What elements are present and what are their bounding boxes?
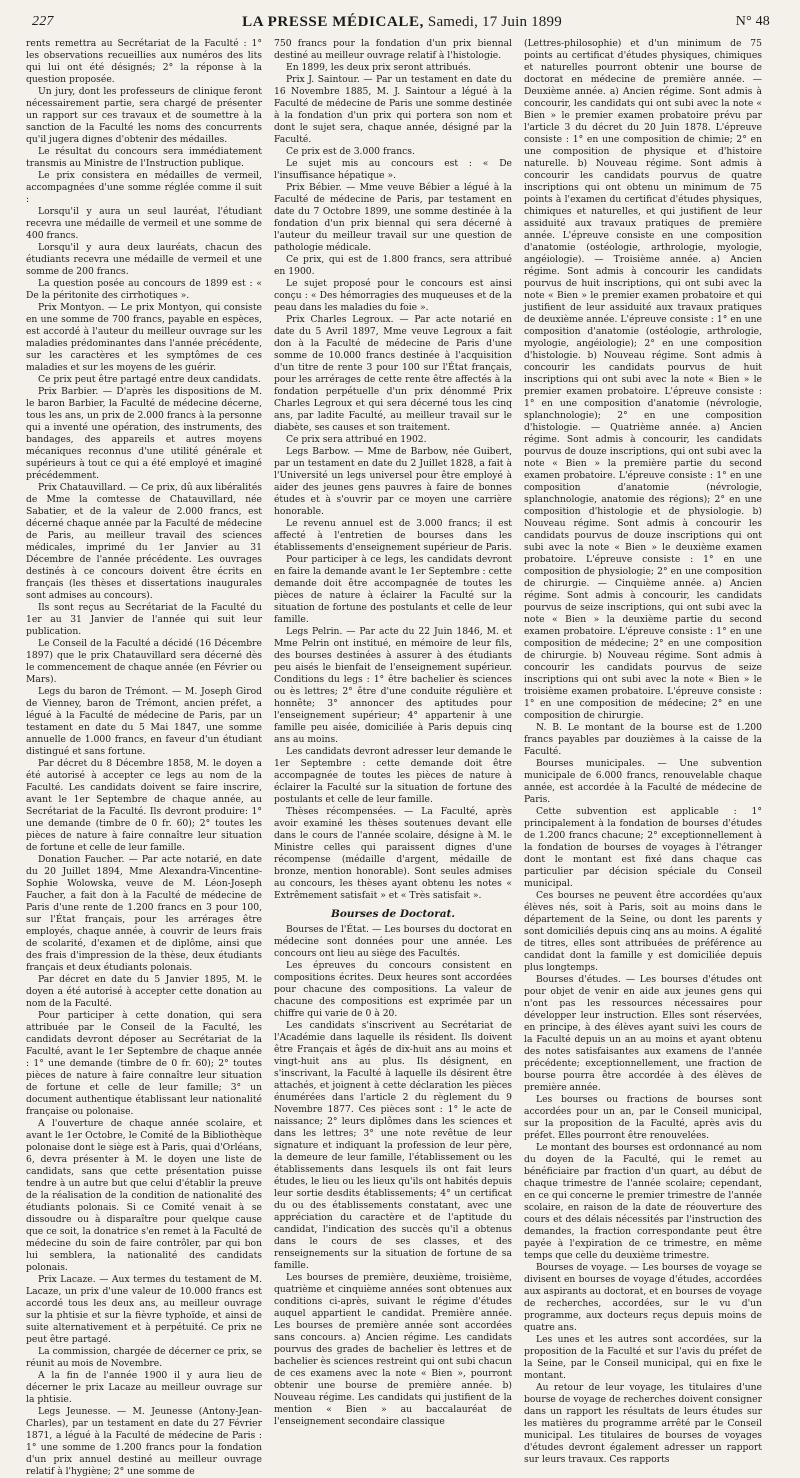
paragraph: Par décret du 8 Décembre 1858, M. le doyen a été autorisé à accepter ce legs au nom de la Faculté. Les candidats doivent se faire inscrire, avant le 1er Septembre de chaque année, au Secrétariat de la Faculté. Ils devront produire: 1° une demande (timbre de 0 fr. 60); 2° toutes les pièces de nature à faire connaître leur situation de fortune et celle de leur famille. (26, 758, 262, 853)
paragraph: Legs du baron de Trémont. — M. Joseph Girod de Vienney, baron de Trémont, ancien préfet, a légué à la Faculté de médecine de Paris, par un testament en date du 5 Mai 1847, une somme annuelle de 1.000 francs, en faveur d'un étudiant distingué et sans fortune. (26, 686, 262, 757)
paragraph: rents remettra au Secrétariat de la Faculté : 1° les observations recueillies aux numéros des lits qui lui ont été désignés; 2° la réponse à la question proposée. (26, 38, 262, 85)
paragraph: Lorsqu'il y aura un seul lauréat, l'étudiant recevra une médaille de vermeil et une somme de 400 francs. (26, 206, 262, 241)
paragraph: Les épreuves du concours consistent en compositions écrites. Deux heures sont accordées pour chacune des compositions. La valeur de chacune des compositions est exprimée par un chiffre qui varie de 0 à 20. (274, 960, 512, 1019)
column-2-prizes (274, 38, 512, 902)
paragraph: Thèses récompensées. — La Faculté, après avoir examiné les thèses soutenues devant elle dans le cours de l'année scolaire, désigne à M. le Ministre celles qui paraissent dignes d'une récompense (médaille d'argent, médaille de bronze, mention honorable). Sont seules admises au concours, les thèses ayant obtenu les notes « Extrêmement satisfait » et « Très satisfait ». (274, 806, 512, 901)
paragraph: N. B. Le montant de la bourse est de 1.200 francs payables par douzièmes à la caisse de la Faculté. (524, 722, 762, 757)
paragraph: A l'ouverture de chaque année scolaire, et avant le 1er Octobre, le Comité de la Bibliothèque polonaise dont le siège est à Paris, quai d'Orléans, 6, devra présenter à M. le doyen une liste de candidats, sans que cette présentation puisse tendre à un autre but que celui d'établir la preuve de la réalisation de la condition de nationalité des étudiants polonais. Si ce Comité venait à se dissoudre ou à disparaître pour quelque cause que ce soit, la donatrice s'en remet à la Faculté de médecine du soin de faire contrôler, par qui bon lui semblera, la nationalité des candidats polonais. (26, 1118, 262, 1273)
paragraph: Le montant des bourses est ordonnancé au nom du doyen de la Faculté, qui le remet au bénéficiaire par fraction d'un quart, au début de chaque trimestre de l'année scolaire; cependant, en ce qui concerne le premier trimestre de l'année scolaire, en raison de la date de réouverture des cours et des délais nécessités par l'instruction des demandes, la fraction correspondante peut être payée à l'expiration de ce trimestre, en même temps que celle du deuxième trimestre. (524, 1142, 762, 1261)
paragraph: Pour participer à cette donation, qui sera attribuée par le Conseil de la Faculté, les candidats devront déposer au Secrétariat de la Faculté, avant le 1er Septembre de chaque année : 1° une demande (timbre de 0 fr. 60); 2° toutes pièces de nature à faire connaître leur situation de fortune et celle de leur famille; 3° un document authentique établissant leur nationalité française ou polonaise. (26, 1010, 262, 1117)
paragraph: Prix Bébier. — Mme veuve Bébier a légué à la Faculté de médecine de Paris, par testament en date du 7 Octobre 1899, une somme destinée à la fondation d'un prix biennal qui sera décerné à l'auteur du meilleur travail sur une question de pathologie médicale. (274, 182, 512, 253)
paragraph: Le résultat du concours sera immédiatement transmis au Ministre de l'Instruction publique. (26, 146, 262, 169)
column-2-bourses (274, 924, 512, 1428)
paragraph: Prix Chatauvillard. — Ce prix, dû aux libéralités de Mme la comtesse de Chatauvillard, née Sabatier, et de la valeur de 2.000 francs, est décerné chaque année par la Faculté de médecine de Paris, au meilleur travail des sciences médicales, imprimé du 1er Janvier au 31 Décembre de l'année précédente. Les ouvrages destinés à ce concours doivent être écrits en français (les thèses et dissertations inaugurales sont admises au concours). (26, 482, 262, 601)
paragraph: Le sujet proposé pour le concours est ainsi conçu : « Des hémorragies des muqueuses et de la peau dans les maladies du foie ». (274, 278, 512, 313)
paragraph: La question posée au concours de 1899 est : « De la péritonite des cirrhotiques ». (26, 278, 262, 301)
paragraph: Les bourses ou fractions de bourses sont accordées pour un an, par le Conseil municipal, sur la proposition de la Faculté, après avis du préfet. Elles pourront être renouvelées. (524, 1094, 762, 1141)
paragraph: Legs Barbow. — Mme de Barbow, née Guibert, par un testament en date du 2 Juillet 1828, a fait à l'Université un legs universel pour être employé à aider des jeunes gens pauvres à faire de bonnes études et à s'ouvrir par ce moyen une carrière honorable. (274, 446, 512, 517)
issue-date: Samedi, 17 Juin 1899 (427, 14, 562, 30)
paragraph: Ce prix, qui est de 1.800 francs, sera attribué en 1900. (274, 254, 512, 277)
paragraph: Prix J. Saintour. — Par un testament en date du 16 Novembre 1885, M. J. Saintour a légué à la Faculté de médecine de Paris une somme destinée à la fondation d'un prix qui portera son nom et dont le sujet sera, chaque année, désigné par la Faculté. (274, 74, 512, 145)
paragraph: Les candidats s'inscrivent au Secrétariat de l'Académie dans laquelle ils résident. Ils doivent être Français et âgés de dix-huit ans au moins et vingt-huit ans au plus. Ils désignent, en s'inscrivant, la Faculté à laquelle ils désirent être attachés, et joignent à cette déclaration les pièces énumérées dans l'article 2 du règlement du 9 Novembre 1877. Ces pièces sont : 1° le acte de naissance; 2° leurs diplômes dans les sciences et dans les lettres; 3° une note revêtue de leur signature et indiquant la profession de leur père, la demeure de leur famille, l'établissement ou les établissements dans lesquels ils ont fait leurs études, le lieu ou les lieux qu'ils ont habités depuis leur sortie desdits établissements; 4° un certificat du ou des établissements constatant, avec une appréciation du caractère et de l'aptitude du candidat, l'indication des succès qu'il a obtenus dans le cours de ses classes, et des renseignements sur la situation de fortune de sa famille. (274, 1020, 512, 1271)
column-1 (26, 38, 262, 1478)
paragraph: Ce prix est de 3.000 francs. (286, 146, 415, 157)
paragraph: Bourses de voyage. — Les bourses de voyage se divisent en bourses de voyage d'études, accordées aux aspirants au doctorat, et en bourses de voyage de recherches, accordées, sur le vu d'un programme, aux docteurs reçus depuis moins de quatre ans. (524, 1262, 762, 1333)
paragraph: 750 francs pour la fondation d'un prix biennal destiné au meilleur ouvrage relatif à l'histologie. (274, 38, 512, 61)
paragraph: Bourses d'études. — Les bourses d'études ont pour objet de venir en aide aux jeunes gens qui n'ont pas les ressources nécessaires pour développer leur instruction. Elles sont réservées, en principe, à des élèves ayant suivi les cours de la Faculté depuis un an au moins et ayant obtenu des notes satisfaisantes aux examens de l'année précédente; exceptionnellement, une fraction de bourse pourra être accordée à des élèves de première année. (524, 974, 762, 1093)
paragraph: Bourses de l'État. — Les bourses du doctorat en médecine sont données pour une année. Les concours ont lieu au siège des Facultés. (274, 924, 512, 959)
column-2 (274, 38, 512, 1478)
paragraph: La commission, chargée de décerner ce prix, se réunit au mois de Novembre. (26, 1346, 262, 1369)
paragraph: Les bourses de première, deuxième, troisième, quatrième et cinquième années sont obtenues aux conditions ci-après, suivant le régime d'études auquel appartient le candidat. Première année. Les bourses de première année sont accordées sans concours. a) Ancien régime. Les candidats pourvus des grades de bachelier ès lettres et de bachelier ès sciences restreint qui ont subi chacun de ces examens avec la note « Bien », pourront obtenir une bourse de première année. b) Nouveau régime. Les candidats qui justifient de la mention « Bien » au baccalauréat de l'enseignement secondaire classique (274, 1272, 512, 1427)
paragraph: Ils sont reçus au Secrétariat de la Faculté du 1er au 31 Janvier de l'année qui suit leur publication. (26, 602, 262, 637)
paragraph: Lorsqu'il y aura deux lauréats, chacun des étudiants recevra une médaille de vermeil et une somme de 200 francs. (26, 242, 262, 277)
page-number: 227 (32, 14, 54, 29)
paragraph: Par décret en date du 5 Janvier 1895, M. le doyen a été autorisé à accepter cette donation au nom de la Faculté. (26, 974, 262, 1009)
paragraph: Bourses municipales. — Une subvention municipale de 6.000 francs, renouvelable chaque année, est accordée à la Faculté de médecine de Paris. (524, 758, 762, 805)
paragraph: Le revenu annuel est de 3.000 francs; il est affecté à l'entretien de bourses dans les établissements d'enseignement supérieur de Paris. (274, 518, 512, 553)
paragraph: Les candidats devront adresser leur demande le 1er Septembre : cette demande doit être accompagnée de toutes les pièces de nature à éclairer la Faculté sur la situation de fortune des postulants et celle de leur famille. (274, 746, 512, 805)
paragraph: Un jury, dont les professeurs de clinique feront nécessairement partie, sera chargé de présenter un rapport sur ces travaux et de soumettre à la sanction de la Faculté les noms des concurrents qu'il jugera dignes d'obtenir des médailles. (26, 86, 262, 145)
paragraph: Ce prix sera attribué en 1902. (286, 434, 427, 445)
paragraph: Le prix consistera en médailles de vermeil, accompagnées d'une somme réglée comme il suit : (26, 170, 262, 205)
paragraph: Donation Faucher. — Par acte notarié, en date du 20 Juillet 1894, Mme Alexandra-Vincentine-Sophie Wolowska, veuve de M. Léon-Joseph Faucher, a fait don à la Faculté de médecine de Paris d'une rente de 1.200 francs en 3 pour 100, sur l'État français, pour les arrérages être employés, chaque année, à couvrir de leurs frais de scolarité, d'examen et de diplôme, ainsi que des frais d'impression de la thèse, deux étudiants français et deux étudiants polonais. (26, 854, 262, 973)
issue-number: N° 48 (735, 14, 770, 29)
paragraph: Pour participer à ce legs, les candidats devront en faire la demande avant le 1er Septembre : cette demande doit être accompagnée de toutes les pièces de nature à éclairer la Faculté sur la situation de fortune des postulants et celle de leur famille. (274, 554, 512, 625)
paragraph: Prix Montyon. — Le prix Montyon, qui consiste en une somme de 700 francs, payable en espèces, est accordé à l'auteur du meilleur ouvrage sur les maladies prédominantes dans l'année précédente, sur les caractères et les symptômes de ces maladies et sur les moyens de les guérir. (26, 302, 262, 373)
paragraph: Ces bourses ne peuvent être accordées qu'aux élèves nés, soit à Paris, soit au moins dans le département de la Seine, ou dont les parents y sont domiciliés depuis cinq ans au moins. A égalité de titres, elles sont attribuées de préférence au candidat dont la famille y est domiciliée depuis plus longtemps. (524, 890, 762, 973)
paragraph: Legs Pelrin. — Par acte du 22 Juin 1846, M. et Mme Pelrin ont institué, en mémoire de leur fils, des bourses destinées à assurer à des étudiants peu aisés le bienfait de l'enseignement supérieur. Conditions du legs : 1° être bachelier ès sciences ou ès lettres; 2° être d'une conduite régulière et honnête; 3° annoncer des aptitudes pour l'enseignement supérieur; 4° appartenir à une famille peu aisée, domiciliée à Paris depuis cinq ans au moins. (274, 626, 512, 745)
paragraph: (Lettres-philosophie) et d'un minimum de 75 points au certificat d'études physiques, chimiques et naturelles pourront obtenir une bourse de doctorat en médecine de première année. — Deuxième année. a) Ancien régime. Sont admis à concourir, les candidats qui ont subi avec la note « Bien » le premier examen probatoire prévu par l'article 3 du décret du 20 Juin 1878. L'épreuve consiste : 1° en une composition de chimie; 2° en une composition de physique et d'histoire naturelle. b) Nouveau régime. Sont admis à concourir les candidats pourvus de quatre inscriptions qui ont obtenu un minimum de 75 points à l'examen du certificat d'études physiques, chimiques et naturelles, et qui justifient de leur assiduité aux travaux pratiques de première année. L'épreuve consiste en une composition d'anatomie (ostéologie, arthrologie, myologie, angéiologie). — Troisième année. a) Ancien régime. Sont admis à concourir les candidats pourvus de huit inscriptions, qui ont subi avec la note « Bien » le premier examen probatoire et qui justifient de leur assiduité aux travaux pratiques de deuxième année. L'épreuve consiste : 1° en une composition d'anatomie (ostéologie, arthrologie, myologie, angéiologie); 2° en une composition d'histologie. b) Nouveau régime. Sont admis à concourir les candidats pourvus de huit inscriptions qui ont subi avec la note « Bien » le premier examen probatoire. L'épreuve consiste : 1° en une composition d'anatomie (névrologie, splanchnologie); 2° en une composition d'histologie. — Quatrième année. a) Ancien régime. Sont admis à concourir, les candidats pourvus de douze inscriptions, qui ont subi avec la note « Bien » la première partie du second examen probatoire. L'épreuve consiste : 1° en une composition d'anatomie (névrologie, splanchnologie, anatomie des régions); 2° en une composition d'histologie et de physiologie. b) Nouveau régime. Sont admis à concourir les candidats pourvus de douze inscriptions qui ont subi avec la note « Bien » le deuxième examen probatoire. L'épreuve consiste : 1° en une composition de physiologie; 2° en une composition de chirurgie. — Cinquième année. a) Ancien régime. Sont admis à concourir, les candidats pourvus de seize inscriptions, qui ont subi avec la note « Bien » la deuxième partie du second examen probatoire. L'épreuve consiste : 1° en une composition de médecine; 2° en une composition de chirurgie. b) Nouveau régime. Sont admis à concourir les candidats pourvus de seize inscriptions qui ont subi avec la note « Bien » le troisième examen probatoire. L'épreuve consiste : 1° en une composition de médecine; 2° en une composition de chirurgie. (524, 38, 762, 721)
section-title-bourses-doctorat: Bourses de Doctorat. (330, 908, 456, 920)
masthead-line (26, 14, 778, 31)
text-columns (26, 38, 778, 1477)
paragraph: Cette subvention est applicable : 1° principalement à la fondation de bourses d'études de 1.200 francs chacune; 2° exceptionnellement à la fondation de bourses de voyages à l'étranger dont le montant est fixé dans chaque cas particulier par décision spéciale du Conseil municipal. (524, 806, 762, 889)
paragraph: Legs Jeunesse. — M. Jeunesse (Antony-Jean-Charles), par un testament en date du 27 Février 1871, a légué à la Faculté de médecine de Paris : 1° une somme de 1.200 francs pour la fondation d'un prix annuel destiné au meilleur ouvrage relatif à l'hygiène; 2° une somme de (26, 1406, 262, 1477)
paragraph: Prix Barbier. — D'après les dispositions de M. le baron Barbier, la Faculté de médecine décerne, tous les ans, un prix de 2.000 francs à la personne qui a inventé une opération, des instruments, des bandages, des appareils et autres moyens mécaniques reconnus d'une utilité générale et supérieurs à tout ce qui a été employé et imaginé précédemment. (26, 386, 262, 481)
running-head (26, 14, 778, 34)
column-3 (524, 38, 762, 1478)
paragraph: Le Conseil de la Faculté a décidé (16 Décembre 1897) que le prix Chatauvillard sera décerné dès le commencement de chaque année (en Février ou Mars). (26, 638, 262, 685)
paragraph: En 1899, les deux prix seront attribués. (286, 62, 472, 73)
paragraph: Prix Charles Legroux. — Par acte notarié en date du 5 Avril 1897, Mme veuve Legroux a fait don à la Faculté de médecine de Paris d'une somme de 10.000 francs destinée à l'acquisition d'un titre de rente 3 pour 100 sur l'État français, pour les arrérages de cette rente être affectés à la fondation perpétuelle d'un prix dénommé Prix Charles Legroux et qui sera décerné tous les cinq ans, par ladite Faculté, au meilleur travail sur le diabète, ses causes et son traitement. (274, 314, 512, 433)
paper-name: LA PRESSE MÉDICALE, (242, 14, 424, 30)
paragraph: Ce prix peut être partagé entre deux candidats. (38, 374, 261, 385)
paragraph: Le sujet mis au concours est : « De l'insuffisance hépatique ». (274, 158, 512, 181)
paragraph: Les unes et les autres sont accordées, sur la proposition de la Faculté et sur l'avis du préfet de la Seine, par le Conseil municipal, qui en fixe le montant. (524, 1334, 762, 1381)
paragraph: Prix Lacaze. — Aux termes du testament de M. Lacaze, un prix d'une valeur de 10.000 francs est accordé tous les deux ans, au meilleur ouvrage sur la phtisie et sur la fièvre typhoïde, et ainsi de suite alternativement et à perpétuité. Ce prix ne peut être partagé. (26, 1274, 262, 1345)
paragraph: Au retour de leur voyage, les titulaires d'une bourse de voyage de recherches doivent consigner dans un rapport les résultats de leurs études sur les matières du programme arrêté par le Conseil municipal. Les titulaires de bourses de voyages d'études devront également adresser un rapport sur leurs travaux. Ces rapports (524, 1382, 762, 1465)
paragraph: A la fin de l'année 1900 il y aura lieu de décerner le prix Lacaze au meilleur ouvrage sur la phtisie. (26, 1370, 262, 1405)
